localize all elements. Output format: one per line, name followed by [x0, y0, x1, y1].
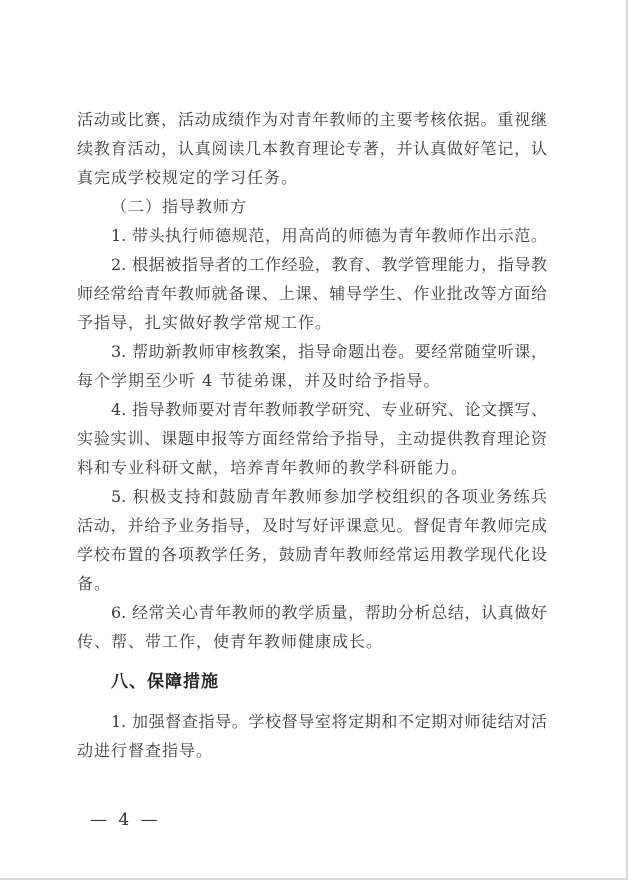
text-line: 料和专业科研文献，培养青年教师的教学科研能力。: [77, 458, 469, 477]
text-line: 活动，并给予业务指导，及时写好评课意见。督促青年教师完成: [77, 516, 547, 535]
text-line: 学校布置的各项教学任务，鼓励青年教师经常运用教学现代化设: [77, 545, 547, 564]
section-heading: 八、保障措施: [111, 672, 219, 691]
text-line: 备。: [77, 574, 112, 593]
document-body: [77, 105, 547, 765]
text-line: 2. 根据被指导者的工作经验，教育、教学管理能力，指导教: [111, 255, 547, 274]
text-line: 4. 指导教师要对青年教师教学研究、专业研究、论文撰写、: [111, 400, 547, 419]
text-line: （二）指导教师方: [111, 197, 248, 216]
text-line: 传、帮、带工作，使青年教师健康成长。: [77, 632, 384, 651]
text-line: 予指导，扎实做好教学常规工作。: [77, 313, 333, 332]
text-line: 活动或比赛，活动成绩作为对青年教师的主要考核依据。重视继: [77, 110, 547, 129]
text-line: 师经常给青年教师就备课、上课、辅导学生、作业批改等方面给: [77, 284, 547, 303]
text-line: 续教育活动，认真阅读几本教育理论专著，并认真做好笔记，认: [77, 139, 547, 158]
text-line: 实验实训、课题申报等方面经常给予指导，主动提供教育理论资: [77, 429, 547, 448]
text-line: 1. 加强督查指导。学校督导室将定期和不定期对师徒结对活: [111, 712, 547, 731]
text-line: 6. 经常关心青年教师的教学质量，帮助分析总结，认真做好: [111, 603, 547, 622]
text-line: 真完成学校规定的学习任务。: [77, 168, 299, 187]
text-line: 1. 带头执行师德规范，用高尚的师德为青年教师作出示范。: [111, 226, 547, 245]
page-number: — 4 —: [90, 810, 161, 830]
text-line: 5. 积极支持和鼓励青年教师参加学校组织的各项业务练兵: [111, 487, 547, 506]
text-line: 每个学期至少听 4 节徒弟课，并及时给予指导。: [77, 371, 441, 390]
text-line: 3. 帮助新教师审核教案，指导命题出卷。要经常随堂听课，: [111, 342, 547, 361]
text-line: 动进行督查指导。: [77, 741, 214, 760]
